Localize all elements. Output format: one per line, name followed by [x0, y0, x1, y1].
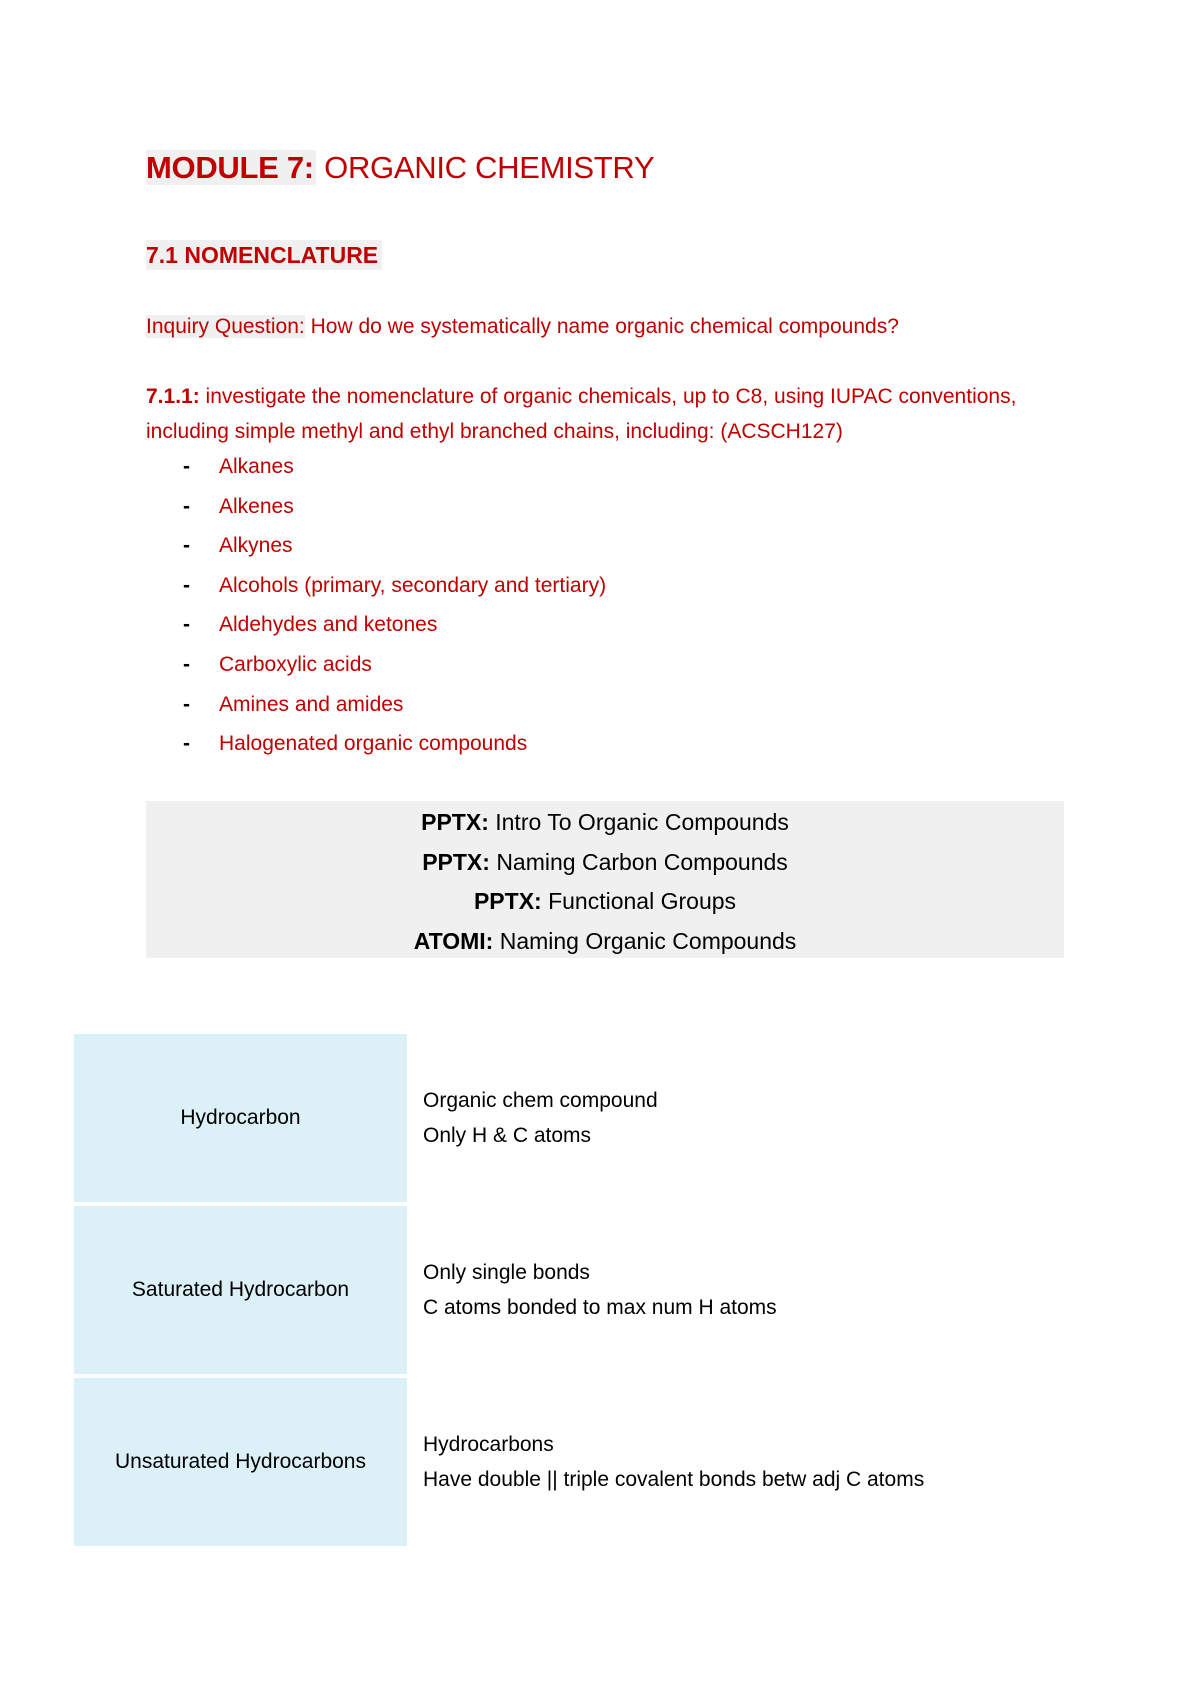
dash-bullet-icon: -	[183, 732, 190, 756]
term-cell: Unsaturated Hydrocarbons	[74, 1378, 407, 1546]
definition-cell: Hydrocarbons Have double || triple covalent bonds betw adj C atoms	[423, 1433, 925, 1491]
section-heading: 7.1 NOMENCLATURE	[146, 240, 382, 270]
inquiry-label: Inquiry Question:	[146, 315, 305, 338]
dash-bullet-icon: -	[183, 455, 190, 478]
definition-cell: Only single bonds C atoms bonded to max num H atoms	[423, 1261, 777, 1319]
dash-bullet-icon: -	[183, 652, 190, 676]
list-item: - Alkynes	[146, 531, 606, 571]
resource-link-functional-groups[interactable]: PPTX: Functional Groups	[473, 888, 737, 914]
list-item: - Alkanes	[146, 452, 606, 492]
dash-bullet-icon: -	[183, 613, 190, 637]
outcome-label: 7.1.1:	[146, 385, 200, 408]
module-label: MODULE 7:	[146, 150, 314, 185]
definition-cell: Organic chem compound Only H & C atoms	[423, 1089, 658, 1147]
module-heading	[146, 148, 654, 188]
inquiry-text: How do we systematically name organic chemical compounds?	[310, 315, 899, 338]
list-item: - Alcohols (primary, secondary and tertiary)	[146, 571, 606, 611]
resource-link-intro[interactable]: PPTX: Intro To Organic Compounds	[421, 809, 789, 835]
module-title: ORGANIC CHEMISTRY	[324, 150, 655, 185]
term-cell: Saturated Hydrocarbon	[74, 1206, 407, 1374]
dash-bullet-icon: -	[183, 692, 190, 716]
list-item: - Amines and amides	[146, 690, 606, 730]
syllabus-outcome	[146, 379, 1086, 449]
list-item: - Halogenated organic compounds	[146, 729, 606, 769]
dash-bullet-icon: -	[183, 573, 190, 597]
list-item: - Aldehydes and ketones	[146, 610, 606, 650]
dash-bullet-icon: -	[183, 534, 190, 558]
outcome-text: investigate the nomenclature of organic chemicals, up to C8, using IUPAC conventions, including simple methyl and ethyl branched chains, including: (ACSCH127)	[146, 385, 1017, 443]
term-cell: Hydrocarbon	[74, 1034, 407, 1202]
list-item: - Alkenes	[146, 492, 606, 532]
resources-box	[146, 801, 1064, 958]
list-item: - Carboxylic acids	[146, 650, 606, 690]
dash-bullet-icon: -	[183, 494, 190, 518]
compound-class-list	[146, 452, 606, 769]
resource-link-naming-carbon[interactable]: PPTX: Naming Carbon Compounds	[422, 848, 788, 875]
resource-link-atomi[interactable]: ATOMI: Naming Organic Compounds	[413, 927, 797, 954]
inquiry-question	[146, 312, 899, 342]
